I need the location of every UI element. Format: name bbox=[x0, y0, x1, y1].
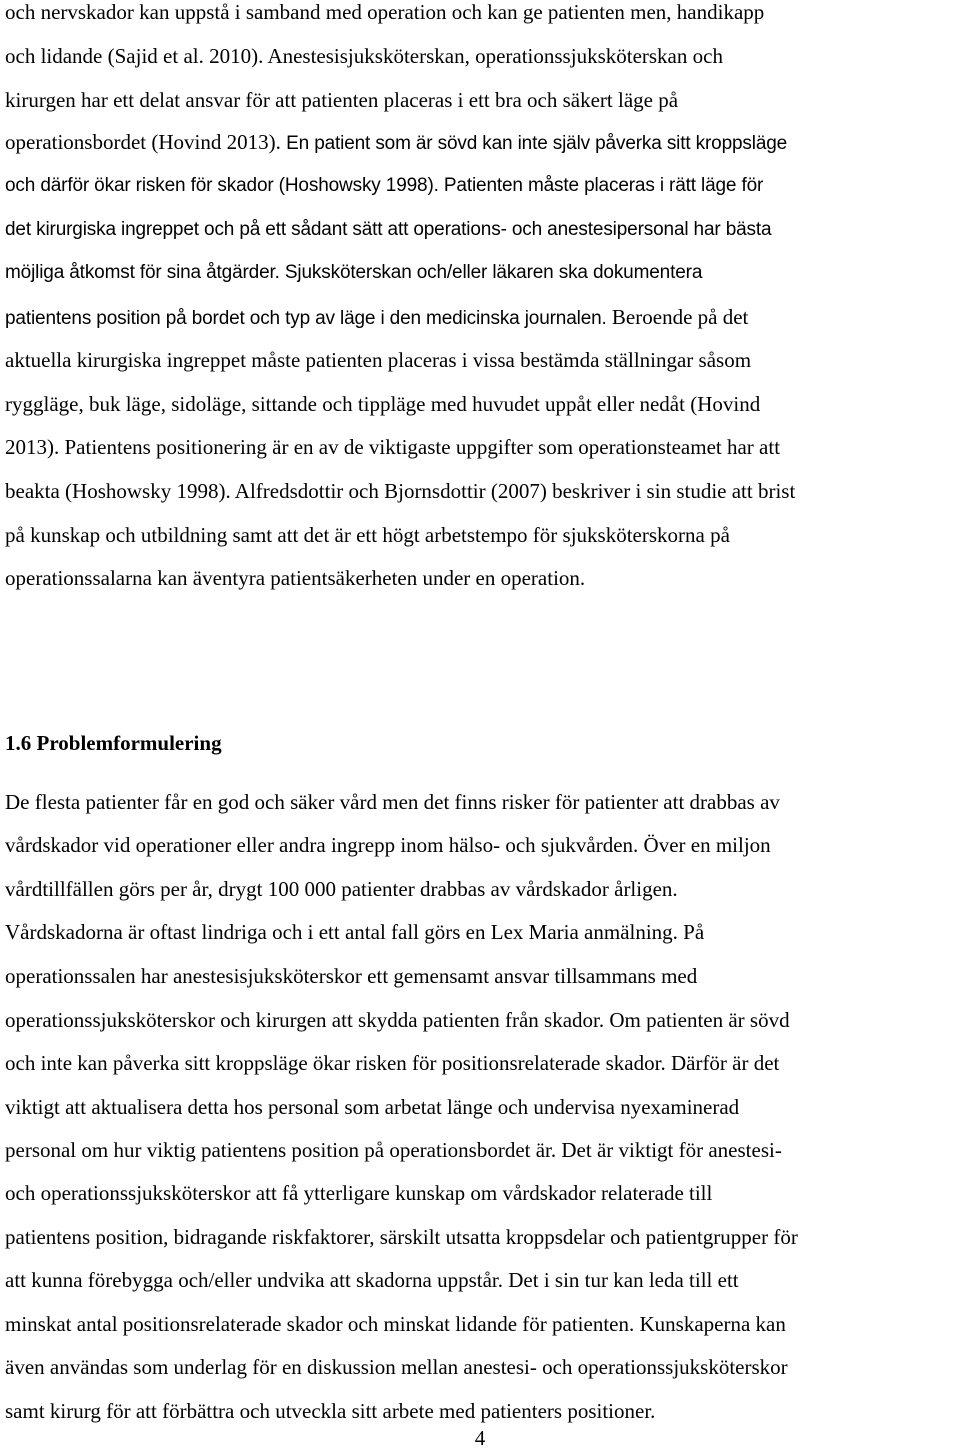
body-text-line: samt kirurg för att förbättra och utveckla sitt arbete med patienters positioner. bbox=[5, 1399, 656, 1423]
body-text-line: vårdskador vid operationer eller andra ingrepp inom hälso- och sjukvården. Över en miljon bbox=[5, 833, 771, 857]
serif-run: Beroende på det bbox=[606, 305, 749, 329]
body-text-line: De flesta patienter får en god och säker vård men det finns risker för patienter att drabbas av bbox=[5, 790, 780, 814]
sans-run: En patient som är sövd kan inte själv påverka sitt kroppsläge bbox=[286, 133, 788, 154]
body-text-line bbox=[5, 44, 723, 68]
body-text-line bbox=[5, 88, 678, 112]
serif-run: kirurgen har ett delat ansvar för att patienten placeras i ett bra och säkert läge på bbox=[5, 88, 679, 112]
body-text-line bbox=[5, 130, 787, 156]
body-text-line: personal om hur viktig patientens position på operationsbordet är. Det är viktigt för anestesi- bbox=[5, 1138, 782, 1162]
body-text-line bbox=[5, 218, 771, 242]
sans-run: det kirurgiska ingreppet och på ett sådant sätt att operations- och anestesipersonal har bästa bbox=[5, 219, 772, 240]
serif-run: operationssalarna kan äventyra patientsäkerheten under en operation. bbox=[5, 566, 586, 590]
page-number: 4 bbox=[474, 1426, 486, 1450]
body-text-line: minskat antal positionsrelaterade skador och minskat lidande för patienten. Kunskaperna kan bbox=[5, 1312, 786, 1336]
body-text-line bbox=[5, 348, 751, 372]
body-text-line: operationssjuksköterskor och kirurgen att skydda patienten från skador. Om patienten är sövd bbox=[5, 1008, 790, 1032]
body-text-line bbox=[5, 523, 730, 547]
body-text-line bbox=[5, 0, 764, 24]
body-text-line: och operationssjuksköterskor att få ytterligare kunskap om vårdskador relaterade till bbox=[5, 1181, 713, 1205]
body-text-line: och inte kan påverka sitt kroppsläge ökar risken för positionsrelaterade skador. Därför är det bbox=[5, 1051, 780, 1075]
body-text-line: operationssalen har anestesisjuksköterskor ett gemensamt ansvar tillsammans med bbox=[5, 964, 698, 988]
body-text-line: även användas som underlag för en diskussion mellan anestesi- och operationssjuksköterskor bbox=[5, 1355, 788, 1379]
body-text-line bbox=[5, 479, 795, 503]
serif-run: 2013). Patientens positionering är en av de viktigaste uppgifter som operationsteamet har att bbox=[5, 435, 781, 459]
serif-run: och lidande (Sajid et al. 2010). Anestesisjuksköterskan, operationssjuksköterskan och bbox=[5, 44, 723, 68]
body-text-line: Vårdskadorna är oftast lindriga och i ett antal fall görs en Lex Maria anmälning. På bbox=[5, 920, 705, 944]
sans-run: patientens position på bordet och typ av läge i den medicinska journalen. bbox=[5, 308, 607, 329]
body-text-line: att kunna förebygga och/eller undvika att skadorna uppstår. Det i sin tur kan leda till ett bbox=[5, 1268, 739, 1292]
sans-run: och därför ökar risken för skador (Hoshowsky 1998). Patienten måste placeras i rätt läge för bbox=[5, 175, 764, 196]
body-text-line bbox=[5, 305, 748, 331]
body-text-line: patientens position, bidragande riskfaktorer, särskilt utsatta kroppsdelar och patientgrupper för bbox=[5, 1225, 798, 1249]
body-text-line: viktigt att aktualisera detta hos personal som arbetat länge och undervisa nyexaminerad bbox=[5, 1095, 740, 1119]
serif-run: och nervskador kan uppstå i samband med operation och kan ge patienten men, handikapp bbox=[5, 0, 765, 24]
serif-run: beakta (Hoshowsky 1998). Alfredsdottir och Bjornsdottir (2007) beskriver i sin studie att brist bbox=[5, 479, 796, 503]
body-text-line bbox=[5, 435, 780, 459]
serif-run: på kunskap och utbildning samt att det är ett högt arbetstempo för sjuksköterskorna på bbox=[5, 523, 730, 547]
sans-run: möjliga åtkomst för sina åtgärder. Sjuksköterskan och/eller läkaren ska dokumentera bbox=[5, 262, 703, 283]
body-text-line bbox=[5, 566, 585, 590]
body-text-line: vårdtillfällen görs per år, drygt 100 000 patienter drabbas av vårdskador årligen. bbox=[5, 877, 678, 901]
body-text-line bbox=[5, 392, 760, 416]
serif-run: ryggläge, buk läge, sidoläge, sittande och tippläge med huvudet uppåt eller nedåt (Hovind bbox=[5, 392, 761, 416]
body-text-line bbox=[5, 174, 763, 198]
section-heading: 1.6 Problemformulering bbox=[5, 731, 222, 755]
serif-run: operationsbordet (Hovind 2013). bbox=[5, 130, 287, 154]
body-text-line bbox=[5, 261, 702, 285]
serif-run: aktuella kirurgiska ingreppet måste patienten placeras i vissa bestämda ställningar såsom bbox=[5, 348, 752, 372]
